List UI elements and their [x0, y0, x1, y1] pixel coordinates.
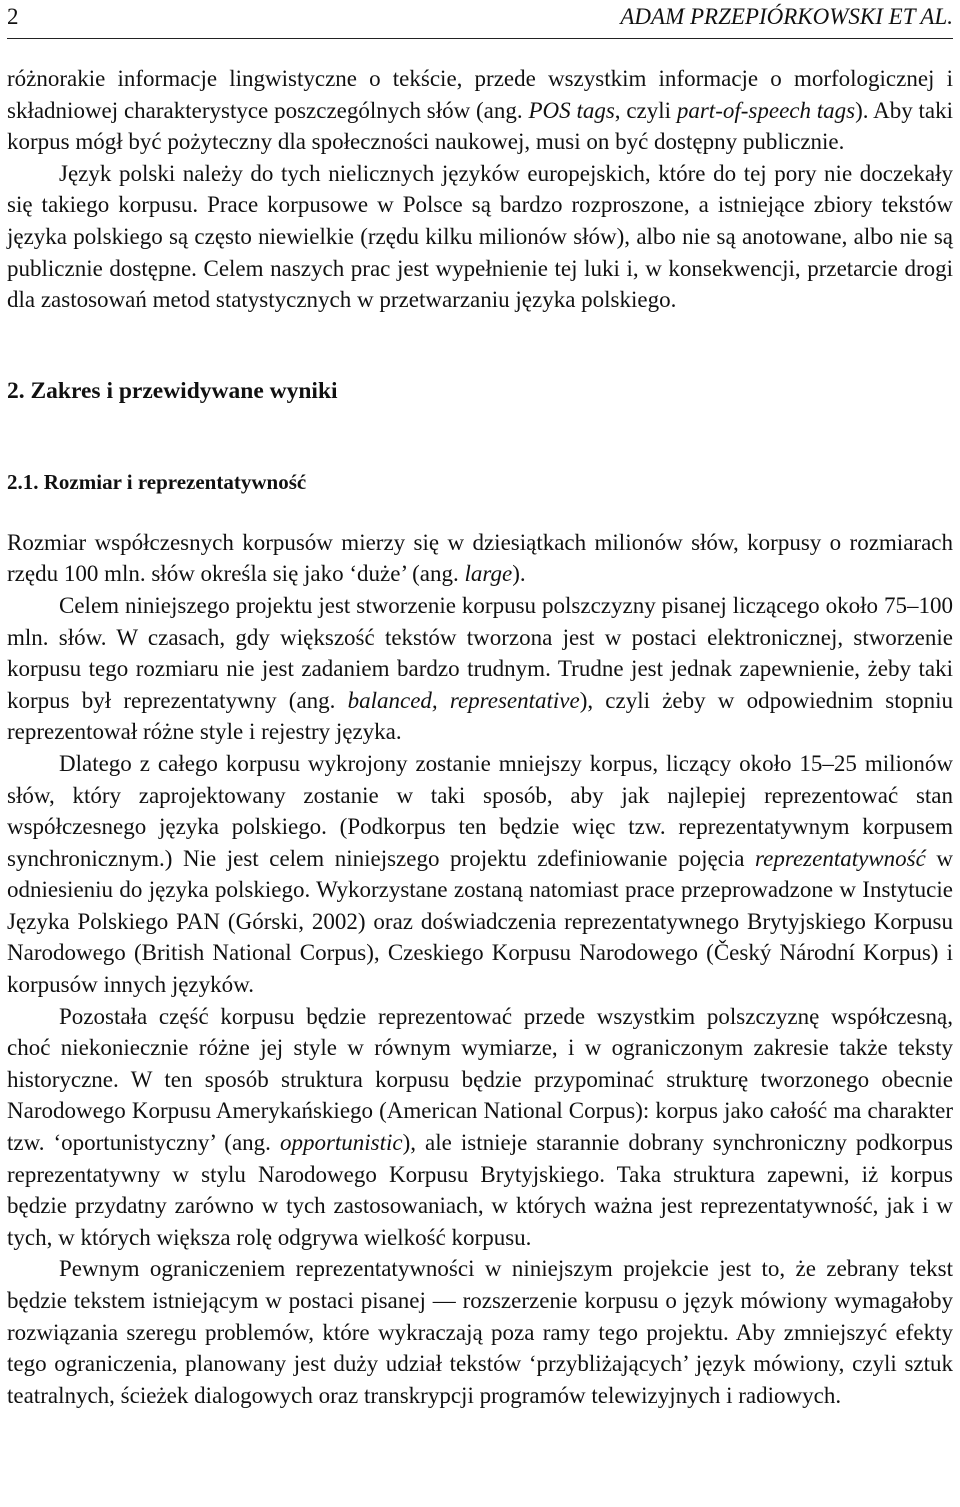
- subsection-paragraph-2: Celem niniejszego projektu jest stworzenie korpusu polszczyzny pisanej liczącego około 75–100 mln. słów. W czasach, gdy większość tekstów tworzona jest w postaci elektronicznej, stworzenie korpusu tego rozmiaru nie jest zadaniem bardzo trudnym. Trudne jest jednak zapewnienie, żeby taki korpus był reprezentatywny (ang. balanced, representative), czyli żeby w odpowiednim stopniu reprezentował różne style i rejestry języka.: [7, 592, 953, 745]
- running-title: ADAM PRZEPIÓRKOWSKI ET AL.: [620, 4, 953, 29]
- term-part-of-speech-tags: part-of-speech tags: [676, 97, 856, 123]
- body-text: [7, 63, 953, 1411]
- page: [7, 0, 953, 1411]
- running-header: [7, 0, 953, 39]
- subsection-paragraph-1: Rozmiar współczesnych korpusów mierzy się w dziesiątkach milionów słów, korpusy o rozmiarach rzędu 100 mln. słów określa się jako ‘duże’ (ang. large).: [7, 529, 953, 587]
- intro-paragraph-1: różnorakie informacje lingwistyczne o tekście, przede wszystkim informacje o morfologicznej i składniowej charakterystyce poszczególnych słów (ang. POS tags, czyli part-of-speech tags). Aby taki korpus mógł być pożyteczny dla społeczności naukowej, musi on być dostępny publicznie.: [7, 66, 954, 155]
- term-opportunistic: opportunistic: [279, 1130, 403, 1156]
- page-number: 2: [7, 4, 19, 29]
- subsection-heading: 2.1. Rozmiar i reprezentatywność: [7, 469, 307, 494]
- subsection-paragraph-4: Pozostała część korpusu będzie reprezentować przede wszystkim polszczyznę współczesną, choć niekoniecznie różne jej style w równym wymiarze, i w ograniczonym zakresie także teksty historyczne. W ten sposób struktura korpusu będzie przypominać strukturę tworzonego obecnie Narodowego Korpusu Amerykańskiego (American National Corpus): korpus jako całość ma charakter tzw. ‘oportunistyczny’ (ang. opportunistic), ale istnieje starannie dobrany synchroniczny podkorpus reprezentatywny w stylu Narodowego Korpusu Brytyjskiego. Taka struktura zapewni, iż korpus będzie przydatny zarówno w tych zastosowaniach, w których ważna jest reprezentatywność, jak i w tych, w których większa rolę odgrywa wielkość korpusu.: [7, 1003, 953, 1250]
- section-heading: 2. Zakres i przewidywane wyniki: [7, 377, 338, 404]
- term-balanced-representative: balanced, representative: [347, 687, 580, 713]
- term-reprezentatywnosc: reprezentatywność: [755, 845, 926, 871]
- subsection-paragraph-5: Pewnym ograniczeniem reprezentatywności w niniejszym projekcie jest to, że zebrany tekst będzie tekstem istniejącym w postaci pisanej — rozszerzenie korpusu o język mówiony wymagałoby rozwiązania szeregu problemów, które wykraczają poza ramy tego projektu. Aby zmniejszyć efekty tego ograniczenia, planowany jest duży udział tekstów ‘przybliżających’ język mówiony, czyli sztuk teatralnych, ścieżek dialogowych oraz transkrypcji programów telewizyjnych i radiowych.: [7, 1256, 953, 1408]
- term-pos-tags: POS tags: [528, 97, 615, 123]
- subsection-paragraph-3: Dlatego z całego korpusu wykrojony zostanie mniejszy korpus, liczący około 15–25 milionów słów, który zaprojektowany zostanie w taki sposób, aby jak najlepiej reprezentować stan współczesnego języka polskiego. (Podkorpus ten będzie więc tzw. reprezentatywnym korpusem synchronicznym.) Nie jest celem niniejszego projektu zdefiniowanie pojęcia reprezentatywność w odniesieniu do języka polskiego. Wykorzystane zostaną natomiast prace przeprowadzone w Instytucie Języka Polskiego PAN (Górski, 2002) oraz doświadczenia reprezentatywnego Brytyjskiego Korpusu Narodowego (British National Corpus), Czeskiego Korpusu Narodowego (Český Národní Korpus) i korpusów innych języków.: [7, 750, 953, 998]
- intro-paragraph-2: Język polski należy do tych nielicznych języków europejskich, które do tej pory nie doczekały się takiego korpusu. Prace korpusowe w Polsce są bardzo rozproszone, a istniejące zbiory tekstów języka polskiego są często niewielkie (rzędu kilku milionów słów), albo nie są anotowane, albo nie są publicznie dostępne. Celem naszych prac jest wypełnienie tej luki i, w konsekwencji, przetarcie drogi dla zastosowań metod statystycznych w przetwarzaniu języka polskiego.: [7, 160, 953, 313]
- term-large: large: [464, 561, 513, 587]
